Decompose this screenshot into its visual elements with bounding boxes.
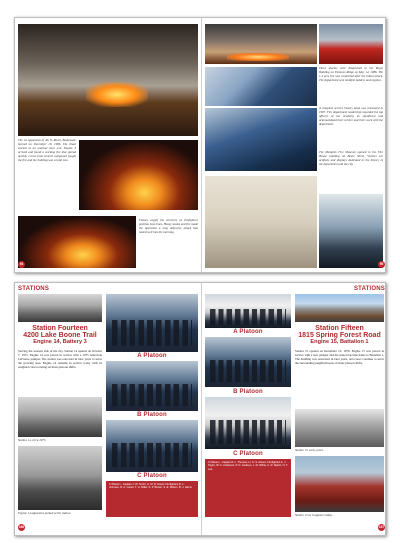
c-platoon-label: C Platoon xyxy=(137,473,167,479)
b-platoon-label: B Platoon xyxy=(137,412,167,418)
station-14-history-text: Serving the western side of the city, Station 14 opened on October 7, 1975. Engine 14 was placed in service with a 1975 American LaFrance pumper. The station was relocated in later years to serve the growing area. Engine 14 remains in service today with its assigned crews rotating on three platoon shifts. xyxy=(18,349,102,370)
photo-b-platoon-crew xyxy=(205,337,291,387)
caption-building-fire: The 1st apparatus of 4th N. Rivers Boulevard, burned on December 19, 1986. The blaze started at an unusual hour a.m. Engine 3 arrived and found a working fire that spread quickly. Crews from several companies fought the fire and the building was a total loss. xyxy=(18,138,76,162)
platoon-roster-box: C Platoon - Captain R. L. Thomas; Lt. G. S. Moore; Firefighters A. J. Taylor, W. C. Anderson, P. D. Jackson, L. M. White, C. R. Martin, N. T. Lee xyxy=(205,459,291,517)
caption-engine-14: Engine 14 apparatus parked at the station. xyxy=(18,511,72,515)
station-units: Engine 14, Battery 3 xyxy=(33,339,87,345)
photo-museum-exhibit xyxy=(205,176,317,268)
station-address: 1815 Spring Forest Road xyxy=(298,332,381,339)
caption-station-15-vintage: Station 15, early years. xyxy=(295,448,324,452)
page-number: 94 xyxy=(19,262,24,266)
photo-firefighters-crew xyxy=(205,108,317,171)
photo-station-14-vintage xyxy=(18,397,102,437)
station-name: Station Fifteen xyxy=(315,325,364,332)
page-number: 95 xyxy=(379,262,384,266)
caption-fire-museum: The Memphis Fire Museum opened in the Fire House building on Beale Street. Visitors see artifacts and displays dedicated to the history of the department and the city. xyxy=(319,150,383,166)
right-page-95 xyxy=(202,18,388,272)
photo-engine-14 xyxy=(18,446,102,510)
b-platoon-label: B Platoon xyxy=(233,389,263,395)
photo-station-15-exterior xyxy=(295,294,384,322)
page-number: 167 xyxy=(378,525,385,529)
running-head: STATIONS xyxy=(18,286,50,292)
a-platoon-label: A Platoon xyxy=(137,353,167,359)
photo-smoke-column xyxy=(205,24,317,64)
photo-night-fire xyxy=(79,140,198,210)
caption-structure-fire: Flames engulf the structure as firefighters position hose lines. Heavy smoke and fire made the operation a long defensive attack that lasted well into the morning. xyxy=(139,218,198,234)
caption-station-15-today: Station 15 as it appears today. xyxy=(295,513,333,517)
station-address: 4200 Lake Boone Trail xyxy=(23,332,97,339)
a-platoon-label: A Platoon xyxy=(233,329,263,335)
caption-station-14-vintage: Station 14, circa 1975. xyxy=(18,438,47,442)
book-spread-top xyxy=(14,17,386,273)
photo-b-platoon xyxy=(205,397,291,449)
photo-structure-fire xyxy=(18,216,136,268)
caption-service-history: A complete service history book was reinstated in 1987. Fire department leadership regarded the top officers at the academy as significant and acknowledged their service and their work with the department. xyxy=(319,106,383,126)
photo-station-14-exterior xyxy=(18,294,102,322)
station-name: Station Fourteen xyxy=(32,325,88,332)
photo-station-15-today xyxy=(295,456,384,512)
station-units: Engine 15, Battalion 1 xyxy=(310,339,369,345)
platoon-roster-box: C Platoon - Captain J. W. Smith; Lt. M. R. Davis; Firefighters D. L. Johnson, R. A. Carter, T. H. Miller, K. P. Brown, S. E. Wilson, B. J. Harris xyxy=(106,481,198,517)
photo-fire-truck xyxy=(319,24,383,64)
page-number: 166 xyxy=(18,525,25,529)
photo-firefighters-ladder xyxy=(205,67,317,106)
photo-a-platoon xyxy=(106,294,198,352)
caption-royal-building: Three alarms were dispatched to the Royal Building on Emmons Ridge on May 14, 1986. The 1.4 acre fire was controlled after the initial attack. The department sent multiple ladders and engines. xyxy=(319,66,383,82)
running-head: STATIONS xyxy=(353,286,385,292)
book-spread-bottom xyxy=(14,282,386,536)
left-page-station-14 xyxy=(15,283,201,535)
station-15-title-block xyxy=(295,325,384,346)
photo-a-platoon xyxy=(205,294,291,328)
photo-b-platoon xyxy=(106,361,198,411)
photo-station-15-vintage xyxy=(295,409,384,447)
c-platoon-label: C Platoon xyxy=(233,451,263,457)
right-page-station-15 xyxy=(202,283,388,535)
photo-c-platoon xyxy=(106,420,198,472)
photo-building-fire xyxy=(18,24,198,136)
station-15-history-text: Station 15 opened on December 10, 1976. Engine 15 was placed in service with a new pumper and the station became home to Battalion 1. The building was renovated in later years, and crews continue to serve the surrounding neighborhoods on three platoon shifts. xyxy=(295,349,384,366)
station-14-title-block xyxy=(18,325,102,346)
left-page-94 xyxy=(15,18,201,272)
photo-museum-visitors xyxy=(319,194,383,268)
